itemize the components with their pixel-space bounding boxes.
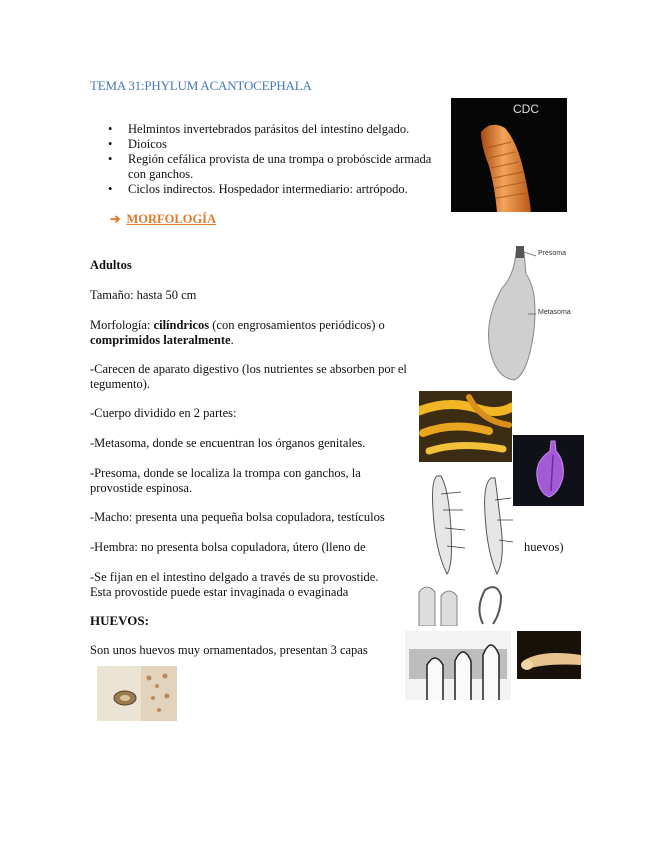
- bullet-item: • Región cefálica provista de una trompa o probóscide armada con ganchos.: [108, 152, 438, 182]
- intro-bullet-list: [108, 122, 438, 197]
- morfologia-prefix: Morfología:: [90, 318, 154, 332]
- worm-anatomy-diagram: [478, 240, 588, 390]
- adultos-heading: Adultos: [90, 258, 132, 272]
- invaginated-diagram: [405, 631, 511, 700]
- huevos-heading: HUEVOS:: [90, 613, 149, 628]
- bullet-item: • Dioicos: [108, 137, 438, 152]
- cdc-label: CDC: [513, 102, 539, 116]
- arrow-right-icon: ➔: [110, 212, 121, 226]
- morfologia-bold-cilindricos: cilíndricos: [153, 318, 210, 332]
- digestivo-text: -Carecen de aparato digestivo (los nutrientes se absorben por el tegumento).: [90, 362, 407, 391]
- tamano-text: Tamaño: hasta 50 cm: [90, 288, 197, 302]
- huevos-text: Son unos huevos muy ornamentados, presentan 3 capas: [90, 643, 368, 657]
- egg-photo: [97, 666, 177, 721]
- morfologia-middle: (con engrosamientos periódicos) o: [209, 318, 385, 332]
- page-title: TEMA 31:PHYLUM ACANTOCEPHALA: [90, 78, 312, 93]
- bullet-item: • Helmintos invertebrados parásitos del intestino delgado.: [108, 122, 438, 137]
- morfologia-suffix: .: [230, 333, 234, 347]
- yellow-worms-photo: [419, 391, 512, 462]
- hembra-text: -Hembra: no presenta bolsa copuladora, útero (lleno de: [90, 540, 366, 554]
- presoma-label: Presoma: [538, 250, 567, 257]
- male-female-diagram: [421, 470, 521, 578]
- cdc-worm-photo: [451, 98, 567, 212]
- purple-worm-photo: [513, 435, 584, 506]
- morfologia-link[interactable]: [110, 211, 216, 227]
- morfologia-bold-comprimidos: comprimidos lateralmente: [90, 333, 231, 347]
- fijan-text: -Se fijan en el intestino delgado a través de su provostide. Esta provostide puede estar invaginada o evaginada: [90, 570, 379, 599]
- bullet-item: • Ciclos indirectos. Hospedador intermediario: artrópodo.: [108, 182, 438, 197]
- macho-text: -Macho: presenta una pequeña bolsa copuladora, testículos: [90, 510, 385, 524]
- metasoma-label: Metasoma: [538, 309, 571, 316]
- worm-head-photo: [517, 631, 581, 679]
- morfologia-paragraph: [90, 318, 425, 348]
- morfologia-label: MORFOLOGÍA: [126, 212, 217, 226]
- proboscis-diagram: [405, 578, 513, 626]
- cuerpo-text: -Cuerpo dividido en 2 partes:: [90, 406, 237, 420]
- metasoma-text: -Metasoma, donde se encuentran los órganos genitales.: [90, 436, 366, 450]
- hembra-text-tail: huevos): [524, 540, 564, 554]
- presoma-text: -Presoma, donde se localiza la trompa con ganchos, la provostide espinosa.: [90, 466, 361, 495]
